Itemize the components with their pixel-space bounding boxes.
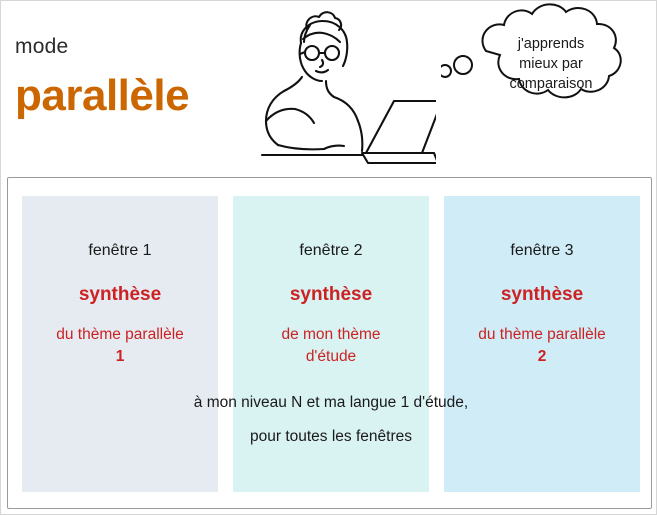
- window-3-title: fenêtre 3: [510, 242, 574, 259]
- thought-bubble-text: [461, 34, 641, 94]
- window-1-title: fenêtre 1: [88, 242, 152, 259]
- window-3-desc-line-1: du thème parallèle: [478, 326, 606, 343]
- window-2-synthesis: synthèse: [289, 284, 373, 305]
- footer-line-2: pour toutes les fenêtres: [250, 428, 412, 445]
- person-thinking-at-laptop-illustration: [206, 3, 436, 173]
- footer-line-1: à mon niveau N et ma langue 1 d'étude,: [193, 394, 469, 411]
- window-2-description: [233, 324, 429, 368]
- window-1-desc-line-1: du thème parallèle: [56, 326, 184, 343]
- mode-label: mode: [15, 35, 69, 58]
- bubble-line-1: j'apprends: [517, 36, 585, 52]
- window-1-synthesis: synthèse: [78, 284, 162, 305]
- window-2-title: fenêtre 2: [299, 242, 363, 259]
- windows-panel: [7, 177, 652, 509]
- bubble-line-3: comparaison: [509, 76, 593, 92]
- mode-title: parallèle: [15, 71, 190, 120]
- bubble-line-2: mieux par: [519, 56, 583, 72]
- window-1-desc-line-2: 1: [115, 348, 125, 365]
- footer-note: [22, 386, 640, 454]
- window-2-desc-line-2: d'étude: [305, 348, 357, 365]
- window-3-synthesis: synthèse: [500, 284, 584, 305]
- window-3-description: [444, 324, 640, 368]
- window-2-desc-line-1: de mon thème: [281, 326, 381, 343]
- window-3-desc-line-2: 2: [537, 348, 547, 365]
- window-1-description: [22, 324, 218, 368]
